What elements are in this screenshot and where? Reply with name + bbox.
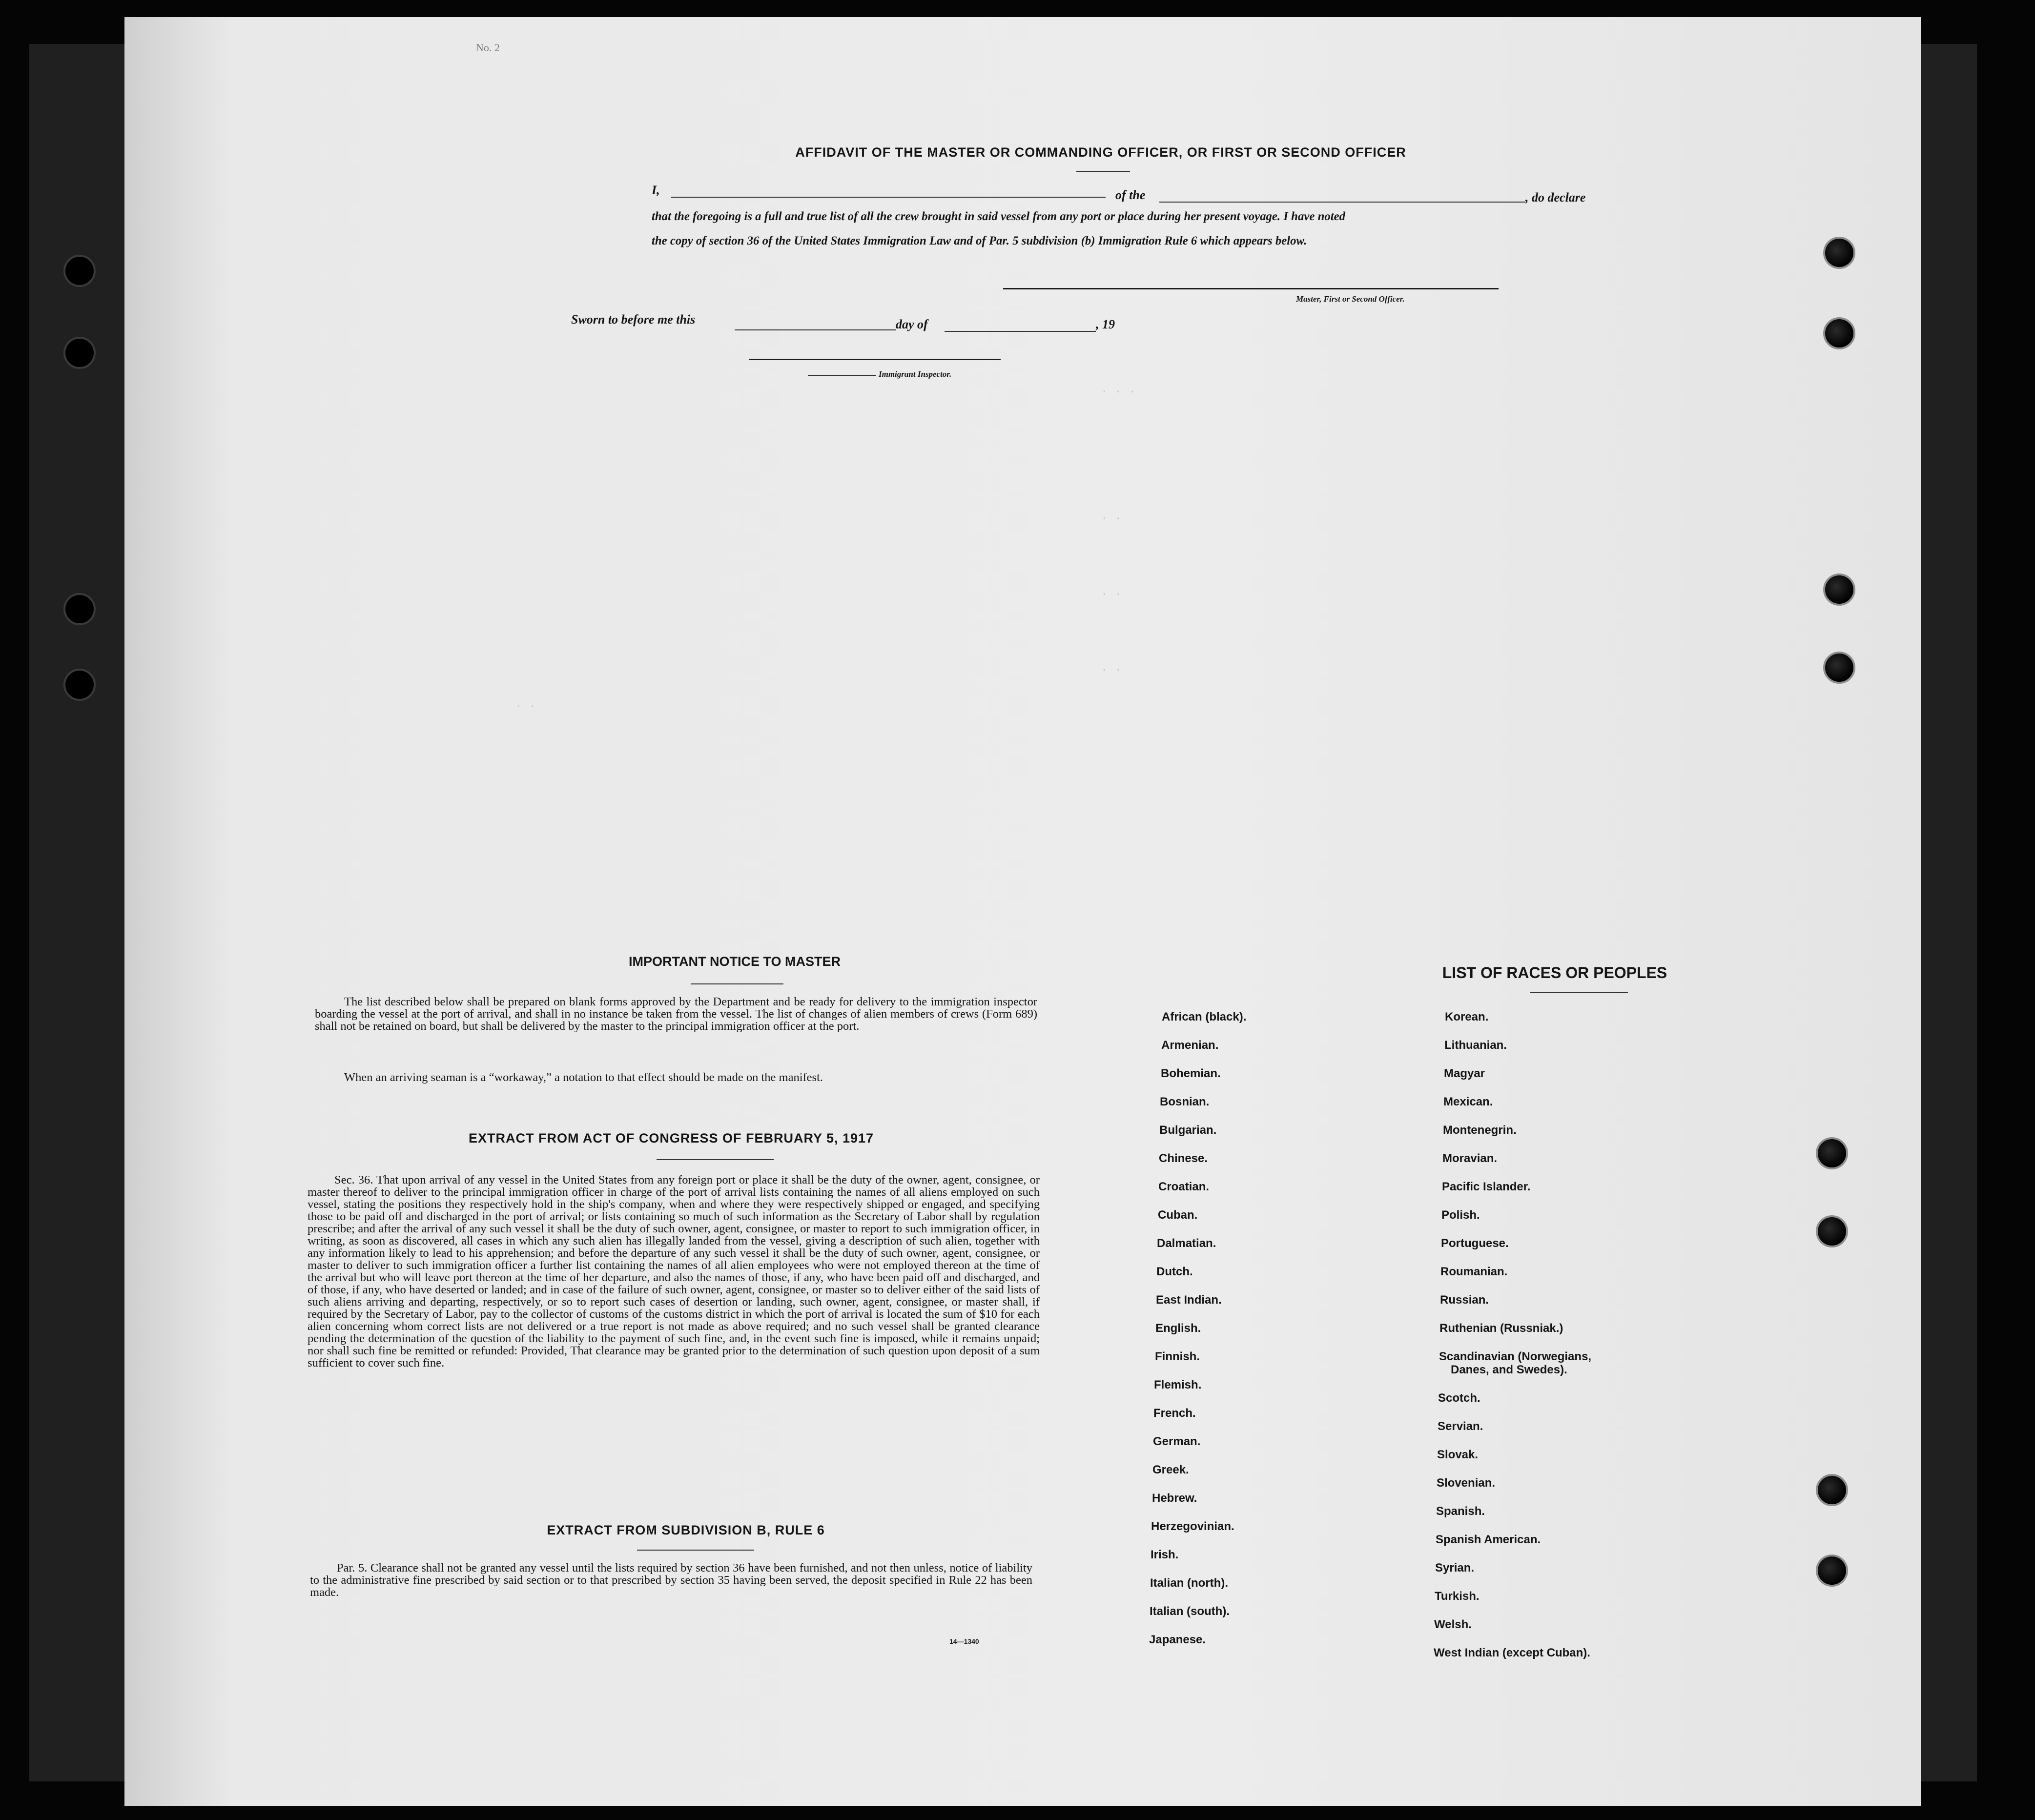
race-item: Welsh.	[1434, 1618, 1472, 1631]
race-item: Russian.	[1440, 1293, 1489, 1307]
inspector-label: Immigrant Inspector.	[879, 369, 952, 379]
race-item: Portuguese.	[1441, 1237, 1509, 1250]
race-item: Bulgarian.	[1159, 1124, 1217, 1137]
par-5-text: Par. 5. Clearance shall not be granted any vessel until the lists required by section 36 have been furnished, and not then unless, notice of liability to the administrative fine prescribed by said section or to that prescribed by section 35 having been served, the deposit specified in Rule 22 has been made.	[310, 1561, 1032, 1599]
affidavit-line-2: that the foregoing is a full and true list of all the crew brought in said vessel from any port or place during her present voyage. I have noted	[652, 210, 1346, 223]
race-item: Slovenian.	[1437, 1476, 1496, 1490]
notice-underline	[691, 983, 783, 984]
corner-mark: No. 2	[476, 41, 500, 54]
race-item: Dutch.	[1156, 1265, 1193, 1278]
race-item: Croatian.	[1158, 1180, 1210, 1193]
race-item: Chinese.	[1159, 1152, 1208, 1165]
race-item: Japanese.	[1149, 1633, 1206, 1646]
race-item: Flemish.	[1154, 1378, 1202, 1391]
sworn-day-of: day of	[896, 317, 928, 331]
binder-hole	[1823, 317, 1855, 349]
race-item: Spanish American.	[1436, 1533, 1541, 1546]
extract-rule-underline	[637, 1550, 754, 1551]
title-underline	[1076, 171, 1130, 172]
bleed-through-text: . .	[1101, 661, 1122, 675]
binder-hole	[63, 669, 96, 701]
race-item: Danes, and Swedes).	[1451, 1363, 1567, 1376]
race-item: Finnish.	[1155, 1350, 1200, 1363]
binder-hole	[1816, 1474, 1848, 1506]
race-item: Cuban.	[1158, 1208, 1198, 1222]
sworn-month-line	[945, 331, 1096, 332]
race-item: Slovak.	[1437, 1448, 1479, 1461]
section-36-text: Sec. 36. That upon arrival of any vessel in the United States from any foreign port or place it shall be the duty of the owner, agent, consignee, or master thereof to deliver to the principal immigration officer in charge of the port of arrival lists containing the names of all aliens employed on such vessel, stating the positions they respectively hold in the ship's company, when and where they were respectively shipped or engaged, and specifying those to be paid off and discharged in the port of arrival; or lists containing so much of such information as the Secretary of Labor shall by regulation prescribe; and after the arrival of any such vessel it shall be the duty of such owner, agent, consignee, or master to report to such immigration officer, in writing, as soon as discovered, all cases in which any such alien has illegally landed from the vessel, giving a description of such alien, together with any information likely to lead to his apprehension; and before the departure of any such vessel it shall be the duty of such owner, agent, consignee, or master to deliver to such immigration officer a further list containing the names of all alien employees who were not employed thereon at the time of the arrival but who will leave port thereon at the time of her departure, and also the names of those, if any, who have been paid off and discharged, and of those, if any, who have deserted or landed; and in case of the failure of such owner, agent, consignee, or master so to deliver either of the said lists of such aliens arriving and departing, respectively, or so to report such cases of desertion or landing, such owner, agent, consignee, or master shall, if required by the Secretary of Labor, pay to the collector of customs of the customs district in which the port of arrival is located the sum of $10 for each alien concerning whom correct lists are not delivered or a true report is not made as above required; and no such vessel shall be granted clearance pending the determination of the question of the liability to the payment of such fine, and, in the event such fine is imposed, while it remains unpaid; nor shall such fine be remitted or refunded: Provided, That clearance may be granted prior to the determination of such question upon deposit of a sum sufficient to cover such fine.	[308, 1173, 1040, 1370]
bleed-through-text: . . .	[1101, 383, 1136, 396]
notice-paragraph-2: When an arriving seaman is a “workaway,” a notation to that effect should be made on the manifest.	[344, 1071, 823, 1084]
race-item: Dalmatian.	[1157, 1237, 1216, 1250]
race-item: West Indian (except Cuban).	[1434, 1646, 1590, 1659]
race-item: German.	[1153, 1435, 1201, 1448]
race-item: Polish.	[1441, 1208, 1480, 1222]
race-item: Greek.	[1152, 1463, 1189, 1476]
extract-congress-underline	[657, 1159, 774, 1160]
race-item: African (black).	[1162, 1010, 1247, 1023]
race-item: Syrian.	[1435, 1561, 1475, 1575]
inspector-signature-line	[749, 359, 1001, 360]
race-item: Servian.	[1438, 1420, 1483, 1433]
sworn-day-line	[735, 329, 896, 330]
binder-hole	[63, 255, 96, 287]
race-item: Armenian.	[1161, 1039, 1219, 1052]
affidavit-do-declare: , do declare	[1525, 190, 1586, 204]
affidavit-line-3: the copy of section 36 of the United States Immigration Law and of Par. 5 subdivision (b) Immigration Rule 6 which appears below.	[652, 234, 1307, 247]
race-item: Lithuanian.	[1444, 1039, 1507, 1052]
race-item: Irish.	[1151, 1548, 1179, 1561]
race-item: Montenegrin.	[1443, 1124, 1517, 1137]
name-blank-line	[671, 197, 1106, 198]
bleed-through-text: . .	[515, 698, 536, 711]
race-item: Roumanian.	[1440, 1265, 1508, 1278]
binder-hole	[1816, 1215, 1848, 1247]
race-item: Scotch.	[1438, 1391, 1480, 1405]
binder-hole	[1816, 1554, 1848, 1587]
race-item: Korean.	[1445, 1010, 1489, 1023]
binder-hole	[1816, 1137, 1848, 1169]
bleed-through-text: . .	[1101, 586, 1122, 599]
notice-title: IMPORTANT NOTICE TO MASTER	[629, 954, 841, 969]
binder-hole	[63, 593, 96, 625]
affidavit-of-the: of the	[1115, 188, 1146, 202]
race-item: Hebrew.	[1152, 1492, 1197, 1505]
race-item: Ruthenian (Russniak.)	[1439, 1322, 1563, 1335]
race-item: Turkish.	[1435, 1590, 1480, 1603]
extract-rule-title: EXTRACT FROM SUBDIVISION B, RULE 6	[547, 1523, 825, 1537]
sworn-year: , 19	[1096, 317, 1115, 331]
binder-hole	[1823, 573, 1855, 606]
inspector-dash	[808, 375, 876, 376]
race-item: Scandinavian (Norwegians,	[1439, 1350, 1592, 1363]
races-title: LIST OF RACES OR PEOPLES	[1442, 964, 1667, 982]
sworn-text: Sworn to before me this	[571, 312, 696, 327]
document-page	[124, 17, 1921, 1806]
race-item: English.	[1155, 1322, 1201, 1335]
race-item: Pacific Islander.	[1442, 1180, 1531, 1193]
race-item: French.	[1153, 1407, 1196, 1420]
notice-paragraph-1: The list described below shall be prepared on blank forms approved by the Department and be ready for delivery to the immigration inspector boarding the vessel at the port of arrival, and shall in no instance be taken from the vessel. The list of changes of alien members of crews (Form 689) shall not be retained on board, but shall be delivered by the master to the principal immigration officer at the port.	[315, 995, 1037, 1033]
binder-hole	[1823, 652, 1855, 684]
master-signature-line	[1003, 288, 1499, 289]
race-item: Magyar	[1444, 1067, 1485, 1080]
races-underline	[1530, 992, 1628, 993]
race-item: Bohemian.	[1161, 1067, 1221, 1080]
affidavit-i: I,	[652, 183, 660, 197]
race-item: Italian (north).	[1150, 1576, 1228, 1590]
race-item: Bosnian.	[1160, 1095, 1210, 1108]
form-number: 14—1340	[949, 1637, 979, 1645]
master-signature-label: Master, First or Second Officer.	[1296, 294, 1405, 304]
bleed-through-text: . .	[1101, 510, 1122, 523]
race-item: Herzegovinian.	[1151, 1520, 1234, 1533]
race-item: Italian (south).	[1150, 1605, 1230, 1618]
binder-hole	[63, 337, 96, 369]
affidavit-title: AFFIDAVIT OF THE MASTER OR COMMANDING OFFICER, OR FIRST OR SECOND OFFICER	[795, 145, 1406, 160]
race-item: East Indian.	[1156, 1293, 1222, 1307]
vessel-blank-line	[1159, 202, 1525, 203]
race-item: Mexican.	[1443, 1095, 1493, 1108]
race-item: Spanish.	[1436, 1505, 1485, 1518]
binder-hole	[1823, 237, 1855, 269]
race-item: Moravian.	[1442, 1152, 1498, 1165]
extract-congress-title: EXTRACT FROM ACT OF CONGRESS OF FEBRUARY 5, 1917	[468, 1131, 874, 1145]
